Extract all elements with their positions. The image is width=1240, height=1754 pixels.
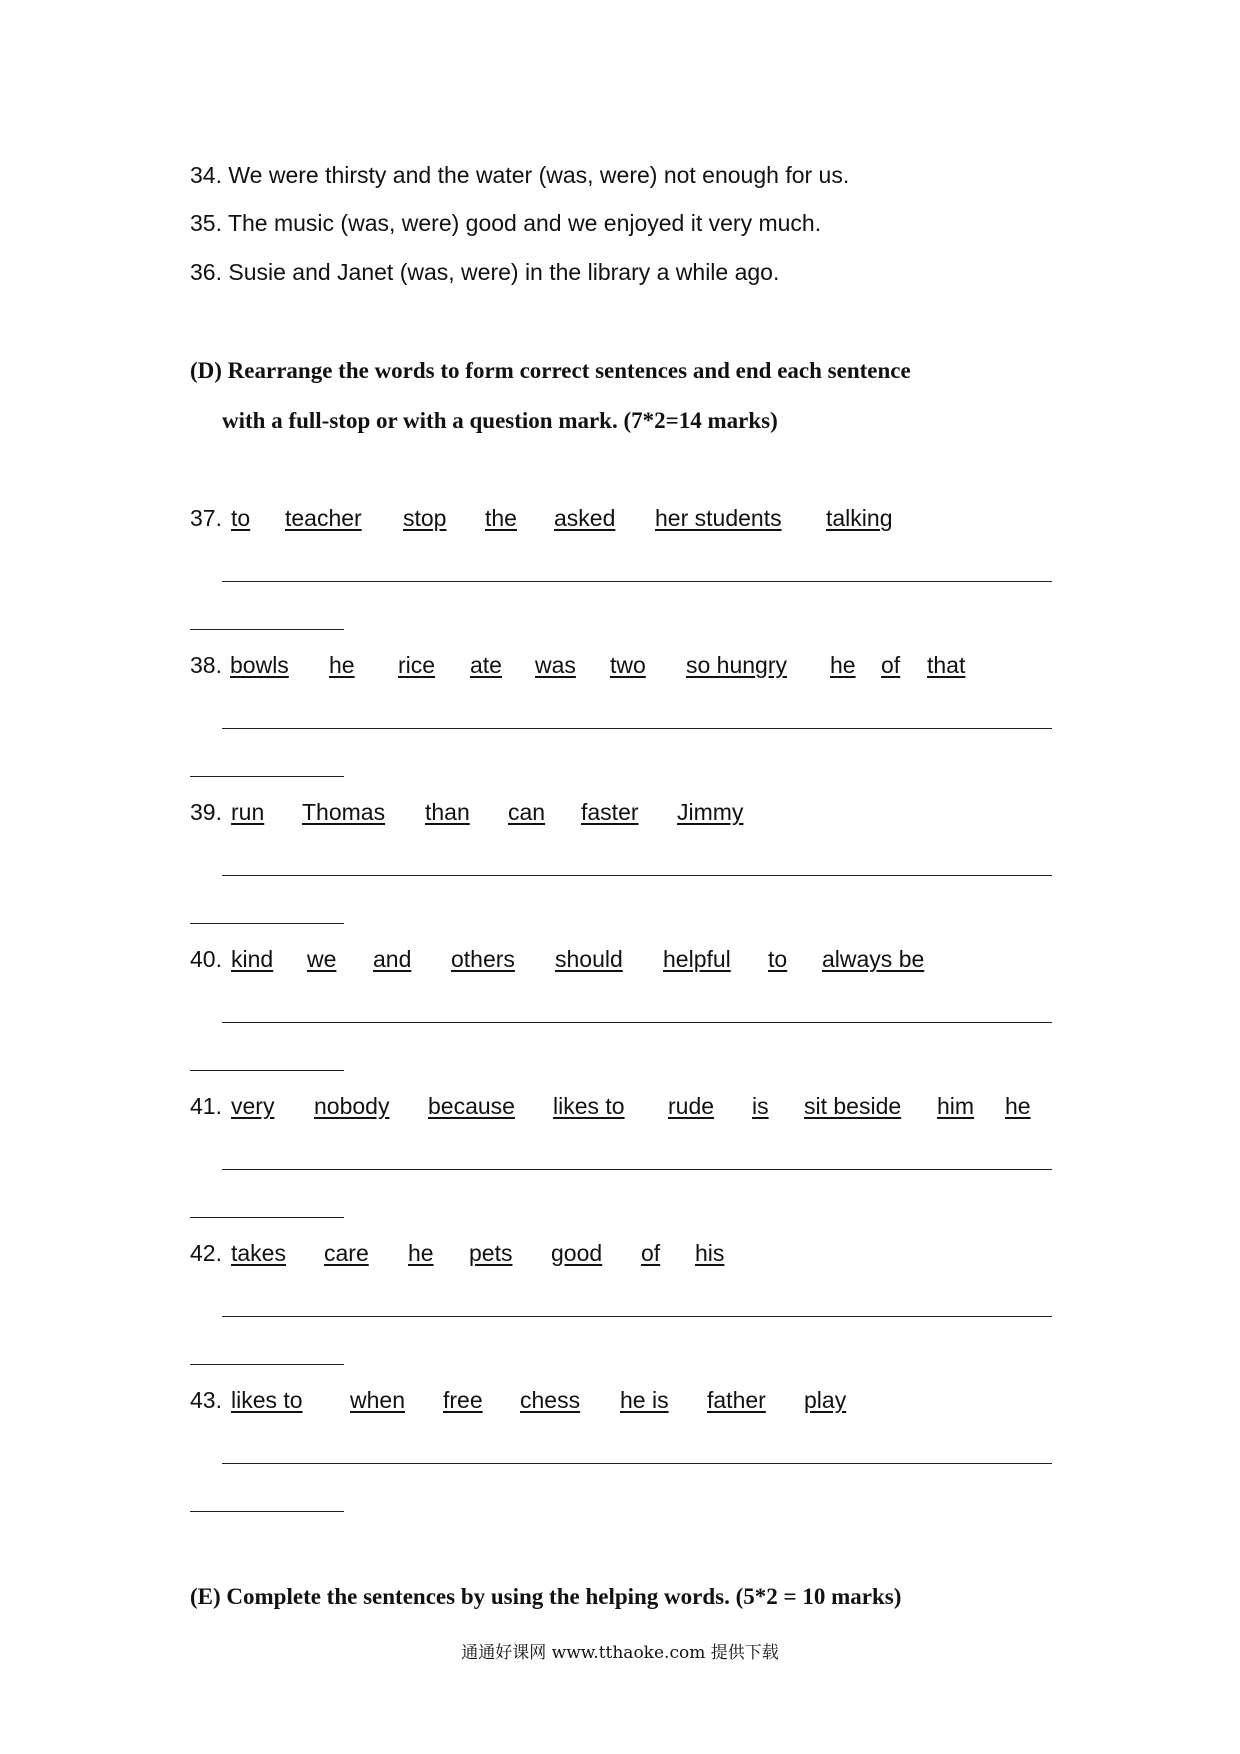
- scrambled-word: likes to: [553, 1093, 625, 1119]
- scrambled-word: rice: [398, 652, 436, 678]
- answer-line-continuation[interactable]: [190, 776, 344, 777]
- scrambled-word: bowls: [230, 652, 289, 678]
- scrambled-word: is: [752, 1093, 769, 1119]
- scrambled-word: good: [551, 1240, 603, 1266]
- scrambled-word: to: [231, 505, 251, 531]
- scrambled-word: pets: [469, 1240, 513, 1266]
- section-d-heading-line1: (D) Rearrange the words to form correct sentences and end each sentence: [190, 358, 911, 383]
- scrambled-word: he is: [620, 1387, 669, 1413]
- scrambled-word: chess: [520, 1387, 581, 1413]
- scrambled-word: rude: [668, 1093, 715, 1119]
- section-d-heading-line2: with a full-stop or with a question mark. (7*2=14 marks): [222, 408, 778, 433]
- answer-line-continuation[interactable]: [190, 1217, 344, 1218]
- scrambled-word: sit beside: [804, 1093, 902, 1119]
- answer-line[interactable]: [222, 581, 1052, 582]
- answer-line[interactable]: [222, 1463, 1052, 1464]
- question-number: 37.: [190, 505, 222, 531]
- scrambled-word: faster: [581, 799, 639, 825]
- scrambled-word: her students: [655, 505, 782, 531]
- question-number: 42.: [190, 1240, 222, 1266]
- scrambled-word: than: [425, 799, 470, 825]
- exercise-sentence-34: 34. We were thirsty and the water (was, were) not enough for us.: [190, 162, 850, 188]
- scrambled-word: talking: [826, 505, 893, 531]
- footer-text: 通通好课网 www.tthaoke.com 提供下载: [461, 1643, 779, 1663]
- scrambled-word: care: [324, 1240, 369, 1266]
- scrambled-word: can: [508, 799, 546, 825]
- scrambled-word: teacher: [285, 505, 362, 531]
- question-number: 43.: [190, 1387, 222, 1413]
- scrambled-word: helpful: [663, 946, 731, 972]
- scrambled-word: nobody: [314, 1093, 390, 1119]
- scrambled-word: ate: [470, 652, 502, 678]
- scrambled-word: of: [881, 652, 901, 678]
- scrambled-word: likes to: [231, 1387, 303, 1413]
- answer-line[interactable]: [222, 1316, 1052, 1317]
- scrambled-word: was: [535, 652, 576, 678]
- scrambled-word: should: [555, 946, 623, 972]
- scrambled-word: of: [641, 1240, 661, 1266]
- scrambled-word: others: [451, 946, 515, 972]
- exercise-sentence-35: 35. The music (was, were) good and we enjoyed it very much.: [190, 210, 822, 236]
- answer-line-continuation[interactable]: [190, 1511, 344, 1512]
- scrambled-word: stop: [403, 505, 447, 531]
- scrambled-word: free: [443, 1387, 483, 1413]
- question-number: 40.: [190, 946, 222, 972]
- scrambled-word: he: [1005, 1093, 1031, 1119]
- scrambled-word: the: [485, 505, 517, 531]
- exercise-sentence-36: 36. Susie and Janet (was, were) in the library a while ago.: [190, 259, 780, 285]
- scrambled-word: takes: [231, 1240, 286, 1266]
- section-e-heading: (E) Complete the sentences by using the helping words. (5*2 = 10 marks): [190, 1584, 902, 1609]
- scrambled-word: and: [373, 946, 412, 972]
- question-number: 38.: [190, 652, 222, 678]
- scrambled-word: Thomas: [302, 799, 386, 825]
- scrambled-word: that: [927, 652, 966, 678]
- scrambled-word: when: [350, 1387, 405, 1413]
- scrambled-word: always be: [822, 946, 925, 972]
- question-number: 39.: [190, 799, 222, 825]
- question-number: 41.: [190, 1093, 222, 1119]
- scrambled-word: Jimmy: [677, 799, 744, 825]
- answer-line-continuation[interactable]: [190, 1070, 344, 1071]
- scrambled-word: because: [428, 1093, 515, 1119]
- scrambled-word: run: [231, 799, 265, 825]
- scrambled-word: his: [695, 1240, 725, 1266]
- scrambled-word: kind: [231, 946, 274, 972]
- answer-line[interactable]: [222, 728, 1052, 729]
- answer-line[interactable]: [222, 875, 1052, 876]
- scrambled-word: father: [707, 1387, 766, 1413]
- scrambled-word: he: [408, 1240, 434, 1266]
- scrambled-word: he: [830, 652, 856, 678]
- scrambled-word: very: [231, 1093, 275, 1119]
- answer-line[interactable]: [222, 1022, 1052, 1023]
- scrambled-word: him: [937, 1093, 975, 1119]
- answer-line-continuation[interactable]: [190, 629, 344, 630]
- scrambled-word: he: [329, 652, 355, 678]
- scrambled-word: play: [804, 1387, 847, 1413]
- answer-line-continuation[interactable]: [190, 1364, 344, 1365]
- scrambled-word: two: [610, 652, 646, 678]
- scrambled-word: we: [307, 946, 337, 972]
- scrambled-word: asked: [554, 505, 616, 531]
- scrambled-word: so hungry: [686, 652, 788, 678]
- answer-line-continuation[interactable]: [190, 923, 344, 924]
- answer-line[interactable]: [222, 1169, 1052, 1170]
- scrambled-word: to: [768, 946, 788, 972]
